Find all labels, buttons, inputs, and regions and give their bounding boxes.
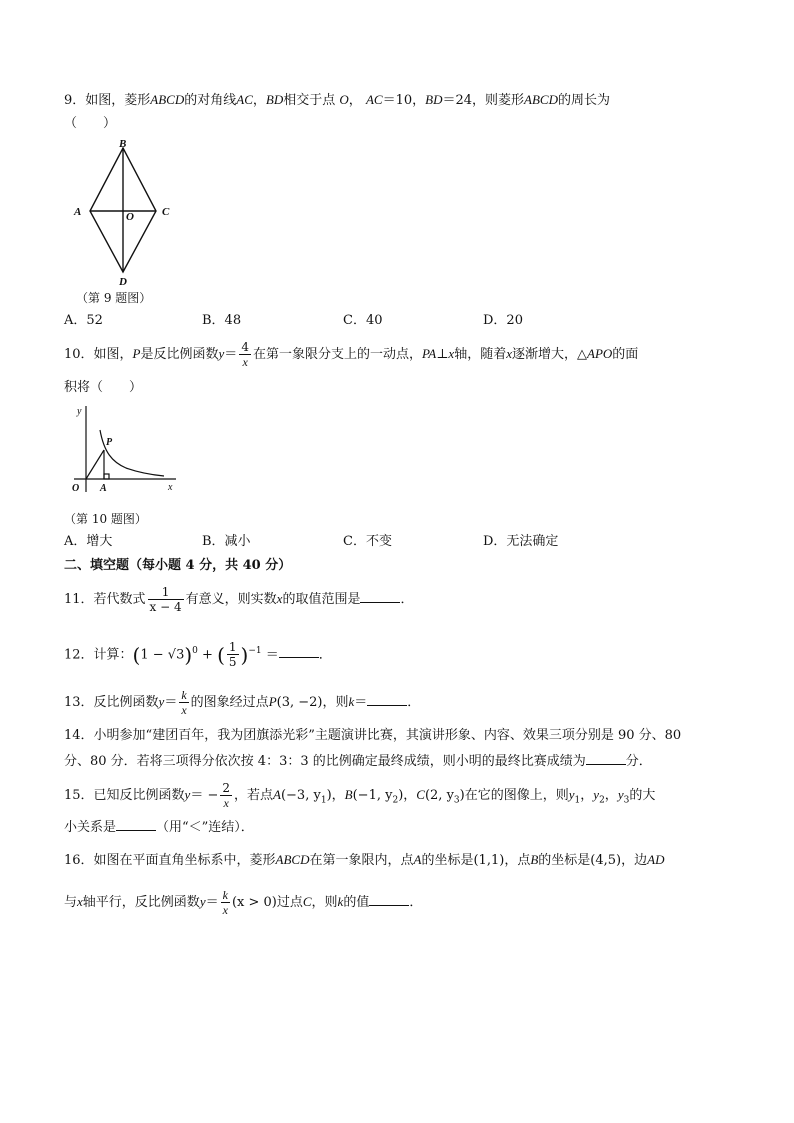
q14-line1: 14．小明参加“建团百年，我为团旗添光彩”主题演讲比赛，其演讲形象、内容、效果三项分别是 90 分、80 — [64, 728, 682, 743]
rhombus-figure — [64, 138, 194, 286]
q16-answer-blank[interactable] — [369, 893, 409, 906]
q15-answer-blank[interactable] — [116, 818, 156, 831]
label-x: x — [168, 482, 173, 493]
label-o: O — [72, 483, 80, 494]
q11-answer-blank[interactable] — [360, 590, 400, 603]
section-title: 二、填空题（每小题 4 分，共 40 分） — [64, 558, 292, 573]
q10-stem: 10．如图，P是反比例函数y＝ $\frac{4}{x}$ 在第一象限分支上的一动点，PA⊥x轴，随着x逐渐增大，△APO的面 — [64, 340, 639, 369]
q16-fraction: $\frac{k}{x}$ — [222, 888, 228, 917]
label-a: A — [74, 206, 82, 218]
q16-line1: 16．如图在平面直角坐标系中，菱形ABCD在第一象限内，点A的坐标是(1,1)，点B的坐标是(4,5)，边AD — [64, 852, 665, 868]
q9-bracket: （ ） — [64, 116, 117, 131]
hyperbola-figure — [64, 400, 184, 496]
label-c: C — [162, 206, 170, 218]
q9-figure-caption: （第 9 题图） — [76, 291, 152, 305]
q12-fraction: $\frac{1}{5}$ — [228, 640, 237, 670]
label-y: y — [77, 406, 82, 417]
q13: 13．反比例函数y＝ $\frac{k}{x}$ 的图象经过点P(3, −2)，则k＝ ． — [64, 688, 421, 717]
label-b: B — [119, 138, 127, 150]
q9-option-a[interactable]: A．52 — [64, 313, 103, 328]
segment-op — [86, 450, 104, 479]
q9-option-d[interactable]: D．20 — [483, 313, 523, 328]
q9-option-b[interactable]: B．48 — [202, 313, 242, 328]
q10-option-c[interactable]: C．不变 — [343, 534, 392, 549]
q9-stem: 9．如图，菱形ABCD的对角线AC，BD相交于点 O， AC＝10，BD＝24，则菱形ABCD的周长为 — [64, 92, 611, 108]
q13-fraction: $\frac{k}{x}$ — [181, 688, 187, 717]
q14-answer-blank[interactable] — [586, 752, 626, 765]
q11-fraction: $\frac{1}{x - 4}$ — [149, 585, 182, 614]
q12: 12．计算：$(1 - √3)^0$ + ( $\frac{1}{5}$ )$^{-1}$ ＝ ． — [64, 640, 332, 670]
q10-fraction: $\frac{4}{x}$ — [241, 340, 249, 369]
q10-option-a[interactable]: A．增大 — [64, 534, 113, 549]
q16-line2: 与x轴平行，反比例函数y＝ $\frac{k}{x}$ (x > 0)过点C，则k的值 ． — [64, 888, 423, 917]
q9-option-c[interactable]: C．40 — [343, 313, 383, 328]
q12-answer-blank[interactable] — [279, 645, 319, 658]
q13-answer-blank[interactable] — [367, 693, 407, 706]
label-p: P — [106, 437, 113, 448]
q11: 11．若代数式 $\frac{1}{x - 4}$ 有意义，则实数x的取值范围是 ． — [64, 585, 414, 614]
q15-fraction: $\frac{2}{x}$ — [222, 781, 230, 810]
q10-option-d[interactable]: D．无法确定 — [483, 534, 559, 549]
label-a: A — [100, 483, 107, 494]
q10-stem-line2: 积将（ ） — [64, 380, 143, 395]
label-d: D — [119, 276, 127, 286]
right-angle-mark — [104, 474, 109, 479]
q10-option-b[interactable]: B．减小 — [202, 534, 251, 549]
q14-line2: 分、80 分．若将三项得分依次按 4：3：3 的比例确定最终成绩，则小明的最终比赛成绩为 分． — [64, 754, 652, 769]
q15-line2: 小关系是 （用“＜”连结）． — [64, 820, 254, 835]
label-o: O — [126, 211, 134, 223]
q10-figure-caption: （第 10 题图） — [64, 512, 147, 526]
q15-line1: 15．已知反比例函数y＝ − $\frac{2}{x}$ ，若点A(−3, $y_1$)，B(−1, $y_2$)，C(2, $y_3$)在它的图像上，则$y_1$，$y_2$，$y_3$的大 — [64, 781, 656, 810]
